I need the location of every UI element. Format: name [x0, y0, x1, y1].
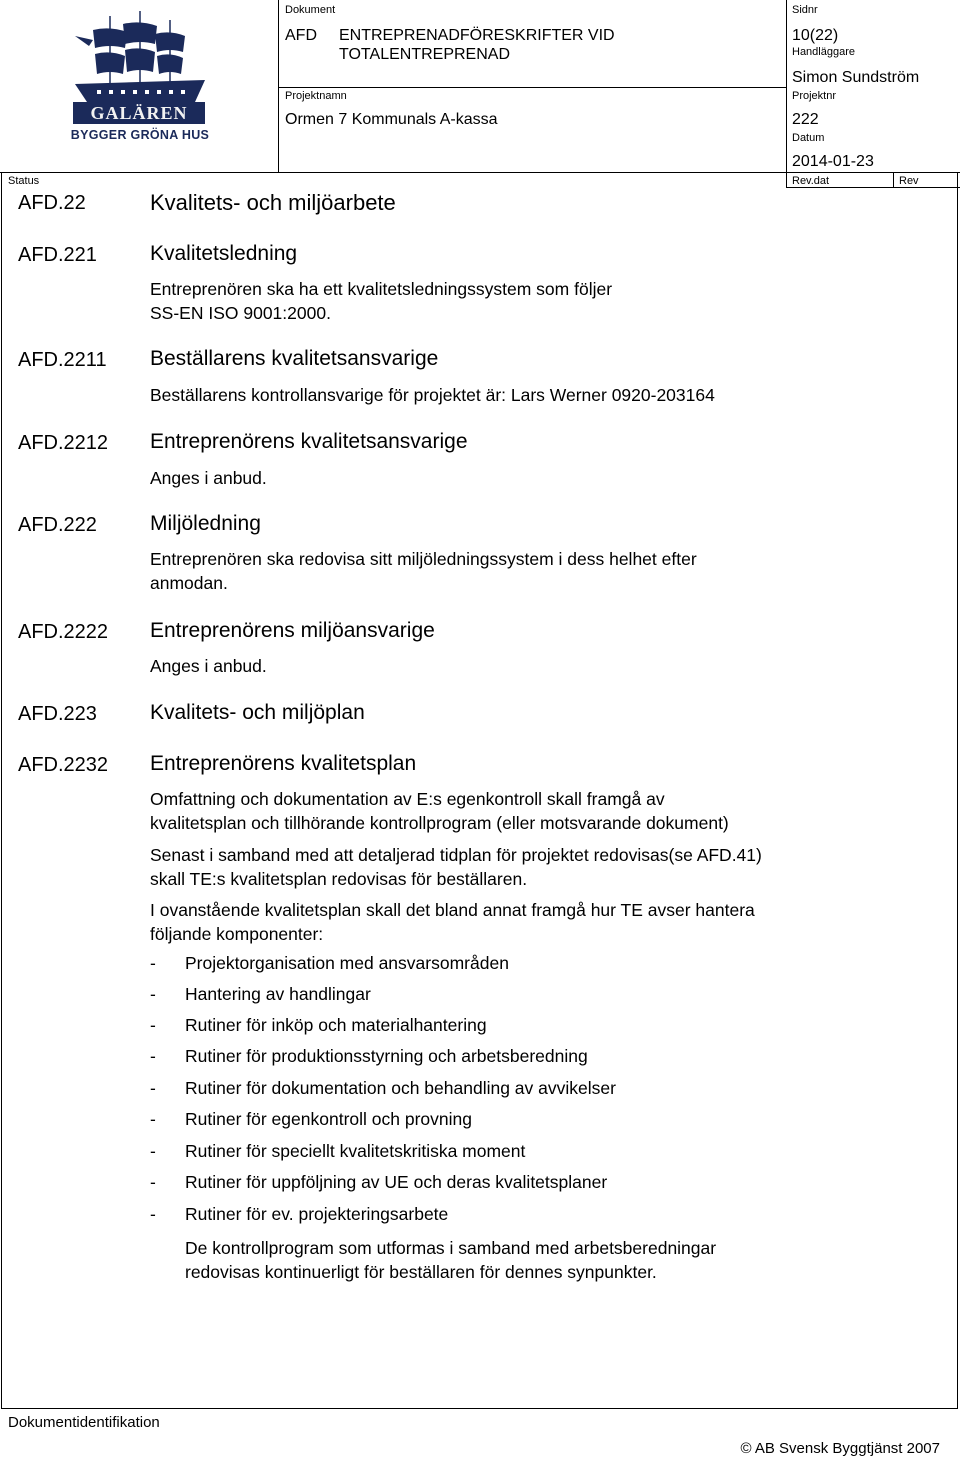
projektnamn-value: Ormen 7 Kommunals A-kassa: [285, 111, 498, 128]
paragraph: skall TE:s kvalitetsplan redovisas för beställaren.: [150, 869, 528, 889]
paragraph: Anges i anbud.: [150, 468, 267, 488]
section-title: Kvalitets- och miljöarbete: [150, 190, 396, 215]
frame-right: [957, 172, 958, 1408]
sidnr-label: Sidnr: [792, 4, 818, 16]
list-item: - Rutiner för produktionsstyrning och arbetsberedning: [150, 1046, 588, 1066]
revdat-label: Rev.dat: [792, 175, 830, 187]
list-item: - Rutiner för uppföljning av UE och deras kvalitetsplaner: [150, 1172, 608, 1192]
paragraph: Beställarens kontrollansvarige för projektet är: Lars Werner 0920-203164: [150, 385, 715, 405]
handlaggare-value: Simon Sundström: [792, 69, 920, 86]
section-title: Kvalitets- och miljöplan: [150, 701, 365, 724]
paragraph: kvalitetsplan och tillhörande kontrollprogram (eller motsvarande dokument): [150, 813, 729, 833]
datum-label: Datum: [792, 132, 825, 144]
dokument-label: Dokument: [285, 4, 336, 16]
paragraph: Senast i samband med att detaljerad tidplan för projektet redovisas(se AFD.41): [150, 845, 762, 865]
logo-tagline: BYGGER GRÖNA HUS: [70, 128, 210, 142]
frame-bottom: [1, 1408, 958, 1409]
section-number: AFD.222: [18, 514, 97, 536]
paragraph: anmodan.: [150, 573, 228, 593]
projektnr-label: Projektnr: [792, 90, 837, 102]
list-item: - Rutiner för ev. projekteringsarbete: [150, 1204, 449, 1224]
dokument-title-line2: TOTALENTREPRENAD: [339, 46, 510, 63]
section-title: Miljöledning: [150, 512, 261, 535]
list-item: - Rutiner för dokumentation och behandling av avvikelser: [150, 1078, 616, 1098]
sidnr-value: 10(22): [792, 27, 839, 44]
dokument-code: AFD: [285, 27, 317, 44]
paragraph: Omfattning och dokumentation av E:s egenkontroll skall framgå av: [150, 789, 665, 809]
section-number: AFD.2211: [18, 349, 107, 371]
section-number: AFD.221: [18, 244, 97, 266]
handlaggare-label: Handläggare: [792, 46, 855, 58]
paragraph: De kontrollprogram som utformas i samband med arbetsberedningar: [185, 1238, 717, 1258]
company-logo: [55, 6, 225, 146]
list-item: - Rutiner för inköp och materialhantering: [150, 1015, 487, 1035]
section-number: AFD.2212: [18, 432, 109, 454]
section-title: Entreprenörens kvalitetsansvarige: [150, 430, 468, 453]
logo-wordmark: GALÄREN: [73, 102, 205, 124]
dokument-title-line1: ENTREPRENADFÖRESKRIFTER VID: [339, 27, 615, 44]
paragraph: redovisas kontinuerligt för beställaren för dennes synpunkter.: [185, 1262, 657, 1282]
paragraph: SS-EN ISO 9001:2000.: [150, 303, 331, 323]
section-title: Entreprenörens miljöansvarige: [150, 619, 435, 642]
section-number: AFD.2232: [18, 754, 109, 776]
projektnr-value: 222: [792, 111, 819, 128]
paragraph: Entreprenören ska ha ett kvalitetsledningssystem som följer: [150, 279, 613, 299]
ship-icon: [55, 6, 225, 116]
section-number: AFD.223: [18, 703, 97, 725]
paragraph: följande komponenter:: [150, 924, 324, 944]
list-item: - Rutiner för egenkontroll och provning: [150, 1109, 472, 1129]
paragraph: Anges i anbud.: [150, 656, 267, 676]
paragraph: I ovanstående kvalitetsplan skall det bland annat framgå hur TE avser hantera: [150, 900, 755, 920]
list-item: - Projektorganisation med ansvarsområden: [150, 953, 509, 973]
section-title: Entreprenörens kvalitetsplan: [150, 752, 417, 775]
section-number: AFD.22: [18, 192, 86, 214]
rev-label: Rev: [899, 175, 919, 187]
section-title: Kvalitetsledning: [150, 242, 298, 265]
list-item: - Hantering av handlingar: [150, 984, 371, 1004]
projektnamn-label: Projektnamn: [285, 90, 347, 102]
doc-id-label: Dokumentidentifikation: [8, 1414, 160, 1431]
status-label: Status: [8, 175, 40, 187]
frame-left: [1, 172, 2, 1408]
section-title: Beställarens kvalitetsansvarige: [150, 347, 439, 370]
copyright-text: © AB Svensk Byggtjänst 2007: [740, 1440, 940, 1457]
list-item: - Rutiner för speciellt kvalitetskritiska moment: [150, 1141, 526, 1161]
section-number: AFD.2222: [18, 621, 109, 643]
datum-value: 2014-01-23: [792, 153, 874, 170]
paragraph: Entreprenören ska redovisa sitt miljöledningssystem i dess helhet efter: [150, 549, 697, 569]
